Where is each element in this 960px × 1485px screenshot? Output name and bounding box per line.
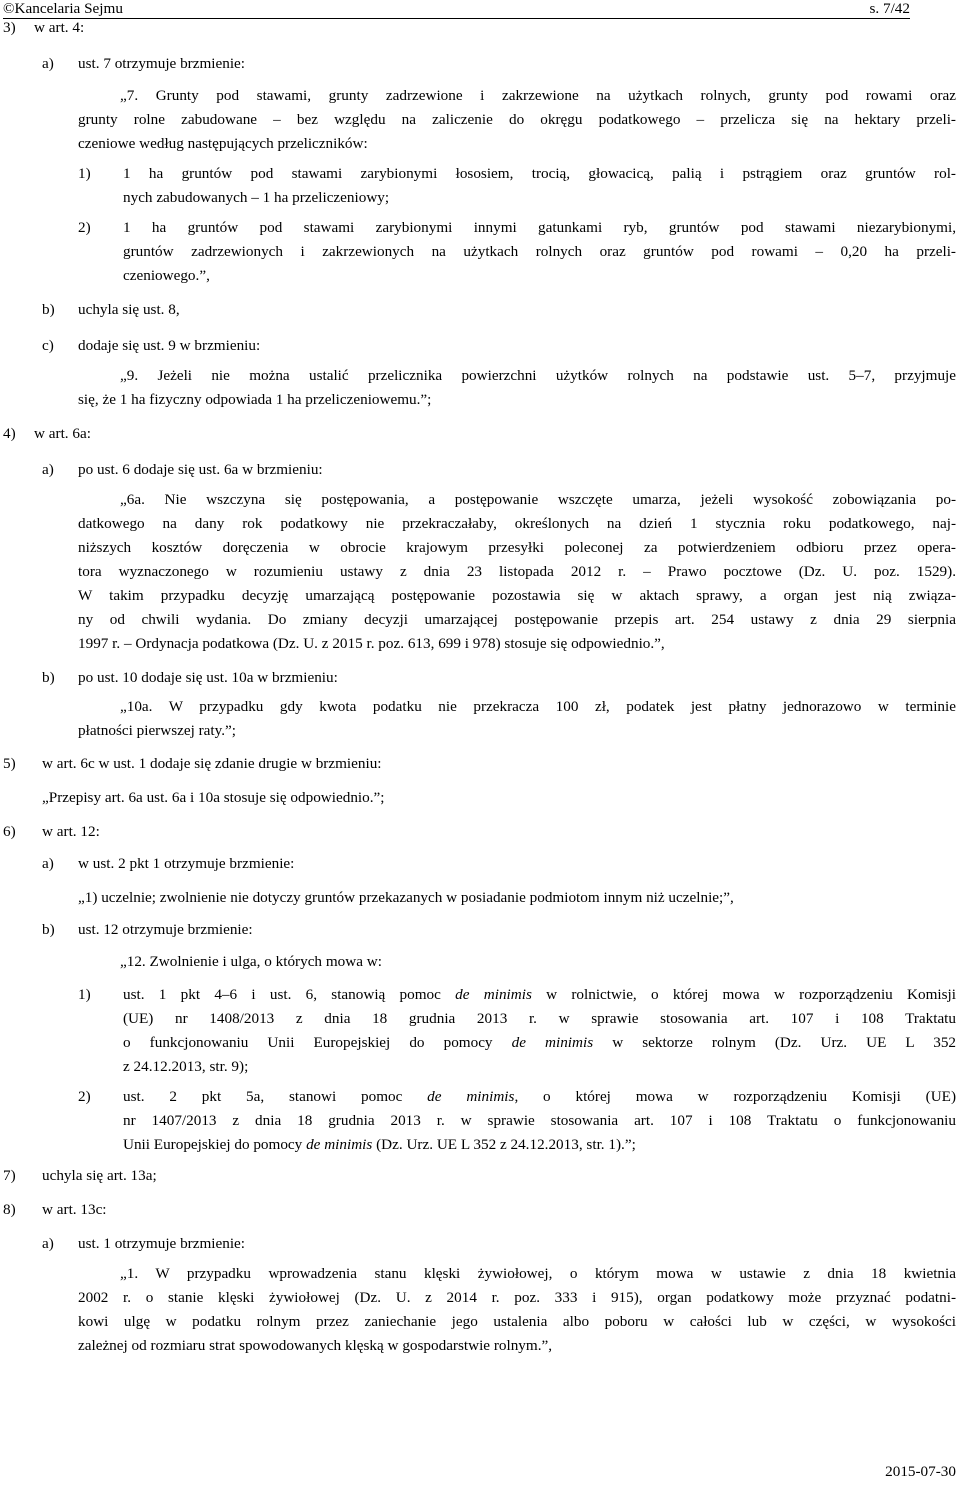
item-text: w art. 6c w ust. 1 dodaje się zdanie drugie w brzmieniu: — [42, 755, 382, 772]
subitem-text: ust. 1 otrzymuje brzmienie: — [78, 1235, 246, 1252]
item-number: 8) — [3, 1201, 16, 1218]
publisher-label: ©Kancelaria Sejmu — [3, 0, 123, 17]
item-text: uchyla się art. 13a; — [42, 1167, 157, 1184]
subitem-text: uchyla się ust. 8, — [78, 301, 180, 318]
ust7-point-1: 1 ha gruntów pod stawami zarybionymi łososiem, trocią, głowacicą, palią i pstrągiem oraz gruntów rol- nych zabudowanych – 1 ha przeliczeniowy; — [123, 165, 956, 206]
subitem-text: po ust. 6 dodaje się ust. 6a w brzmieniu: — [78, 461, 323, 478]
ust12-point-2: ust. 2 pkt 5a, stanowi pomoc de minimis, o której mowa w rozporządzeniu Komisji (UE) nr 1407/2013 z dnia 18 grudnia 2013 r. w sprawie stosowania art. 107 i 108 Traktatu o funkcjonowaniu Unii Europejskiej do pomocy de minimis (Dz. Urz. UE L 352 z 24.12.2013, str. 1).”; — [123, 1088, 957, 1153]
document-date: 2015-07-30 — [885, 1463, 956, 1480]
ust10a-paragraph: „10a. W przypadku gdy kwota podatku nie przekracza 100 zł, podatek jest płatny jednorazowo w terminie płatności pierwszej raty.”; — [78, 698, 956, 739]
subitem-letter: a) — [42, 1235, 54, 1252]
quoted-provision: „Przepisy art. 6a ust. 6a i 10a stosuje się odpowiednio.”; — [42, 789, 385, 806]
ust12-heading: „12. Zwolnienie i ulga, o których mowa w: — [120, 953, 382, 970]
page-header — [3, 0, 910, 19]
ust7-point-2: 1 ha gruntów pod stawami zarybionymi innymi gatunkami ryb, gruntów pod stawami niezarybionymi, gruntów zadrzewionych i zakrzewionych na użytkach rolnych oraz gruntów pod rowami – 0,20 ha przeli- czeniowego.”, — [123, 219, 956, 284]
subitem-letter: b) — [42, 301, 55, 318]
subitem-text: dodaje się ust. 9 w brzmieniu: — [78, 337, 261, 354]
art13c-ust1-paragraph: „1. W przypadku wprowadzenia stanu klęski żywiołowej, o którym mowa w ustawie z dnia 18 kwietnia 2002 r. o stanie klęski żywiołowej (Dz. U. z 2014 r. poz. 333 i 915), organ podatkowy może przyznać podatni- kowi ulgę w podatku rolnym przez zaniechanie jego ustalenia albo poboru w całości lub w części, w wysokości zależnej od rozmiaru strat spowodowanych klęską w gospodarstwie rolnym.”, — [78, 1265, 956, 1354]
subitem-text: ust. 7 otrzymuje brzmienie: — [78, 55, 246, 72]
item-number: 7) — [3, 1167, 16, 1184]
subitem-text: w ust. 2 pkt 1 otrzymuje brzmienie: — [78, 855, 295, 872]
item-number: 5) — [3, 755, 16, 772]
ust7-paragraph: „7. Grunty pod stawami, grunty zadrzewione i zakrzewione na użytkach rolnych, grunty pod rowami oraz grunty rolne zabudowane – bez względu na zaliczenie do okręgu podatkowego – przelicza się na hektary przeli- czeniowe według następujących przeliczników: — [78, 87, 956, 152]
point-number: 1) — [78, 986, 91, 1003]
subitem-letter: a) — [42, 855, 54, 872]
ust12-point-1: ust. 1 pkt 4–6 i ust. 6, stanowią pomoc de minimis w rolnictwie, o której mowa w rozporządzeniu Komisji (UE) nr 1408/2013 z dnia 18 grudnia 2013 r. w sprawie stosowania art. 107 i 108 Traktatu o funkcjonowaniu Unii Europejskiej do pomocy de minimis w sektorze rolnym (Dz. Urz. UE L 352 z 24.12.2013, str. 9); — [123, 986, 957, 1075]
item-text: w art. 6a: — [34, 425, 91, 442]
subitem-letter: a) — [42, 461, 54, 478]
item-text: w art. 13c: — [42, 1201, 107, 1218]
subitem-letter: b) — [42, 669, 55, 686]
point-number: 2) — [78, 219, 91, 236]
item-number: 6) — [3, 823, 16, 840]
ust6a-paragraph: „6a. Nie wszczyna się postępowania, a postępowanie wszczęte umarza, jeżeli wysokość zobowiązania po- datkowego na dany rok podatkowy nie przekraczałaby, określonych na dzień 1 stycznia roku podatkowego, naj- niższych kosztów doręczenia w obrocie krajowym przesyłki poleconej za potwierdzeniem odbioru przez opera- tora wyznaczonego w rozumieniu ustawy z dnia 23 listopada 2012 r. – Prawo pocztowe (Dz. U. poz. 1529). W takim przypadku decyzję umarzającą postępowanie pozostawia się w aktach sprawy, a organ jest nią związa- ny od chwili wydania. Do zmiany decyzji umarzającej postępowanie przepis art. 254 ustawy z dnia 29 sierpnia 1997 r. – Ordynacja podatkowa (Dz. U. z 2015 r. poz. 613, 699 i 978) stosuje się odpowiednio.”, — [78, 491, 956, 652]
page-number: s. 7/42 — [869, 0, 910, 17]
subitem-text: ust. 12 otrzymuje brzmienie: — [78, 921, 253, 938]
item-text: w art. 4: — [34, 19, 85, 36]
item-number: 3) — [3, 19, 16, 36]
subitem-letter: b) — [42, 921, 55, 938]
item-text: w art. 12: — [42, 823, 100, 840]
subitem-text: po ust. 10 dodaje się ust. 10a w brzmieniu: — [78, 669, 338, 686]
quoted-provision: „1) uczelnie; zwolnienie nie dotyczy gruntów przekazanych w posiadanie podmiotom innym niż uczelnie;”, — [78, 889, 734, 906]
subitem-letter: a) — [42, 55, 54, 72]
point-number: 2) — [78, 1088, 91, 1105]
ust9-paragraph: „9. Jeżeli nie można ustalić przelicznika powierzchni użytków rolnych na podstawie ust. 5–7, przyjmuje się, że 1 ha fizyczny odpowiada 1 ha przeliczeniowemu.”; — [78, 367, 956, 408]
subitem-letter: c) — [42, 337, 54, 354]
item-number: 4) — [3, 425, 16, 442]
point-number: 1) — [78, 165, 91, 182]
